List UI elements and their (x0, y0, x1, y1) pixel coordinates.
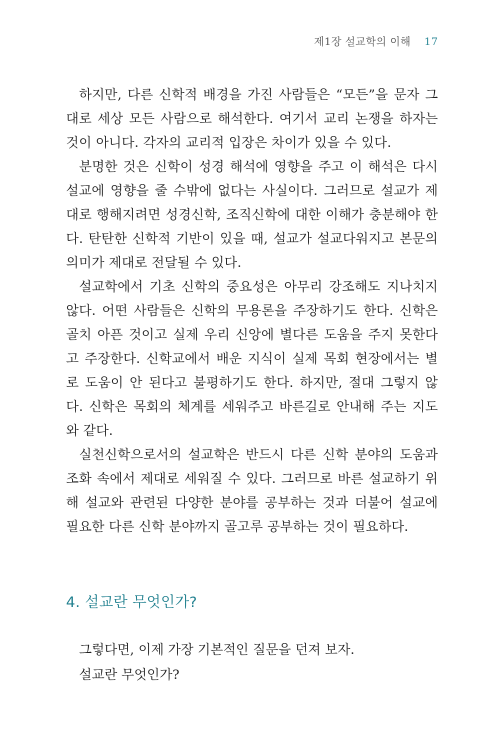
closing-line-2: 설교란 무엇인가? (79, 668, 180, 683)
body-text (66, 84, 438, 540)
closing-line-1: 그렇다면, 이제 가장 기본적인 질문을 던져 보자. (79, 643, 355, 658)
paragraph-3: 설교학에서 기초 신학의 중요성은 아무리 강조해도 지나치지 않다. 어떤 사람들은 신학의 무용론을 주장하기도 한다. 신학은 골치 아픈 것이고 실제 우리 신앙에 별다른 도움을 주지 못한다고 주장한다. 신학교에서 배운 지식이 실제 목회 현장에서는 별로 도움이 안 된다고 불평하기도 한다. 하지만, 절대 그렇지 않다. 신학은 목회의 체계를 세워주고 바른길로 안내해 주는 지도와 같다. (66, 280, 438, 439)
section-heading: 4. 설교란 무엇인가? (66, 595, 198, 611)
paragraph-2: 분명한 것은 신학이 성경 해석에 영향을 주고 이 해석은 다시 설교에 영향을 줄 수밖에 없다는 사실이다. 그러므로 설교가 제대로 행해지려면 성경신학, 조직신학에 대한 이해가 충분해야 한다. 탄탄한 신학적 기반이 있을 때, 설교가 설교다워지고 본문의 의미가 제대로 전달될 수 있다. (66, 160, 438, 271)
paragraph-4: 실천신학으로서의 설교학은 반드시 다른 신학 분야의 도움과 조화 속에서 제대로 세워질 수 있다. 그러므로 바른 설교하기 위해 설교와 관련된 다양한 분야를 공부하는 것과 더불어 설교에 필요한 다른 신학 분야까지 골고루 공부하는 것이 필요하다. (66, 448, 438, 535)
closing-text (66, 638, 438, 688)
paragraph-1: 하지만, 다른 신학적 배경을 가진 사람들은 “모든”을 문자 그대로 세상 모든 사람으로 해석한다. 여기서 교리 논쟁을 하자는 것이 아니다. 각자의 교리적 입장은 차이가 있을 수 있다. (66, 88, 438, 151)
page-number: 17 (424, 36, 438, 48)
chapter-title: 제1장 설교학의 이해 (313, 36, 411, 48)
running-head (314, 34, 438, 49)
